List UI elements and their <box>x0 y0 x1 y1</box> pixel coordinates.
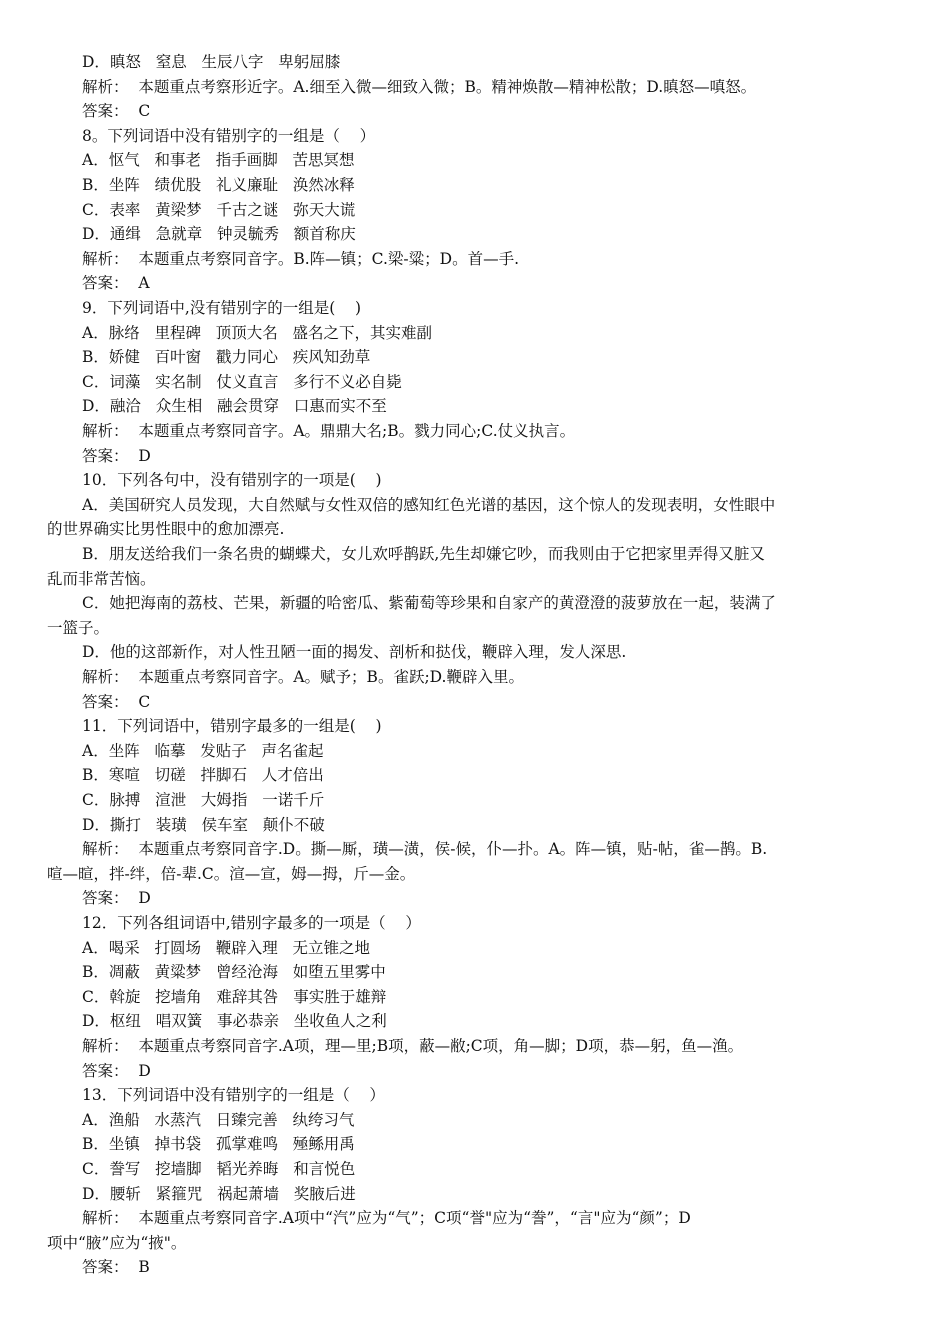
text-line: 解析： 本题重点考察同音字.A项中“汽”应为“气”；C项“誉"应为“誊”，“言"应为“颜”；D <box>82 1209 691 1228</box>
text-line: 答案： C <box>82 102 151 121</box>
text-line: B．朋友送给我们一条名贵的蝴蝶犬，女儿欢呼鹊跃,先生却嫌它吵，而我则由于它把家里弄得又脏又 <box>82 545 765 563</box>
text-line: D．腰斩 紧箍咒 祸起萧墙 奖腋后进 <box>82 1184 356 1203</box>
text-line: 10．下列各句中，没有错别字的一项是( ) <box>82 471 382 490</box>
text-line: 项中“腋”应为“掖"。 <box>47 1233 187 1252</box>
text-line: 11．下列词语中，错别字最多的一组是( ) <box>82 717 382 736</box>
text-line: D．他的这部新作，对人性丑陋一面的揭发、剖析和挞伐，鞭辟入理，发人深思. <box>82 643 627 662</box>
text-line: 解析： 本题重点考察同音字。A。鼎鼎大名;B。戮力同心;C.仗义执言。 <box>82 422 576 440</box>
text-line: A．喝采 打圆场 鞭辟入理 无立锥之地 <box>82 938 371 957</box>
text-line: C．誊写 挖墙脚 韬光养晦 和言悦色 <box>82 1160 356 1178</box>
text-line: A．美国研究人员发现，大自然赋与女性双倍的感知红色光谱的基因，这个惊人的发现表明，女性眼中 <box>82 495 776 514</box>
text-line: 解析： 本题重点考察同音字.A项，理—里;B项，蔽—敝;C项，角—脚；D项，恭—躬，鱼—渔。 <box>82 1037 744 1055</box>
text-line: B．坐阵 绩优股 礼义廉耻 涣然冰释 <box>82 176 355 194</box>
text-line: C．词藻 实名制 仗义直言 多行不义必自毙 <box>82 372 402 391</box>
text-line: D．撕打 装璜 侯车室 颠仆不破 <box>82 815 325 834</box>
text-line: B．凋蔽 黄粱梦 曾经沧海 如堕五里雾中 <box>82 963 386 982</box>
text-line: B．坐镇 掉书袋 孤掌难鸣 殛鲧用禹 <box>82 1135 355 1154</box>
text-line: 答案： B <box>82 1258 150 1277</box>
text-line: 9．下列词语中,没有错别字的一组是( ) <box>82 299 362 317</box>
text-line: 的世界确实比男性眼中的愈加漂亮. <box>47 520 285 539</box>
text-line: 13．下列词语中没有错别字的一组是（ ） <box>82 1086 385 1105</box>
text-line: C．表率 黄梁梦 千古之谜 弥天大谎 <box>82 200 356 219</box>
text-line: C．她把海南的荔枝、芒果，新疆的哈密瓜、紫葡萄等珍果和自家产的黄澄澄的菠萝放在一起，装满了 <box>82 594 776 613</box>
text-line: 8。下列词语中没有错别字的一组是（ ） <box>82 126 376 145</box>
text-line: 解析： 本题重点考察形近字。A.细至入微—细致入微；B。精神焕散—精神松散；D.瞋怒—嗔怒。 <box>82 77 757 96</box>
text-line: B．娇健 百叶窗 戳力同心 疾风知劲草 <box>82 348 371 367</box>
text-line: C．脉搏 渲泄 大姆指 一诺千斤 <box>82 791 325 809</box>
text-line: A．渔船 水蒸汽 日臻完善 纨绔习气 <box>82 1110 355 1129</box>
text-line: 乱而非常苦恼。 <box>47 569 156 588</box>
text-line: A．怄气 和事老 指手画脚 苦思冥想 <box>82 151 355 170</box>
text-line: 答案： D <box>82 889 151 908</box>
text-line: D．枢纽 唱双簧 事必恭亲 坐收鱼人之利 <box>82 1012 387 1031</box>
text-line: 解析： 本题重点考察同音字.D。撕—厮，璜—潢，侯-候，仆—扑。A。阵—镇，贴-帖，雀—鹊。B. <box>82 840 768 859</box>
text-line: 答案： D <box>82 1061 151 1080</box>
text-line: A．脉络 里程碑 顶顶大名 盛名之下，其实难副 <box>82 323 433 342</box>
text-line: 答案： C <box>82 692 151 711</box>
text-line: A．坐阵 临摹 发贴子 声名雀起 <box>82 741 324 760</box>
text-line: C．斡旋 挖墙角 难辞其咎 事实胜于雄辩 <box>82 987 387 1006</box>
text-line: 一篮子。 <box>47 618 110 637</box>
text-line: B．寒喧 切磋 拌脚石 人才倍出 <box>82 766 324 785</box>
text-line: 喧—暄，拌-绊，倍-辈.C。渲—宣，姆—拇，斤—金。 <box>47 864 416 883</box>
text-line: 解析： 本题重点考察同音字。B.阵—镇；C.梁-粱；D。首—手. <box>82 249 519 268</box>
text-line: 答案： D <box>82 446 151 465</box>
text-line: 答案： A <box>82 274 150 293</box>
text-line: D．瞋怒 窒息 生辰八字 卑躬屈膝 <box>82 53 341 71</box>
text-line: 12．下列各组词语中,错别字最多的一项是（ ） <box>82 914 421 932</box>
text-line: D．通缉 急就章 钟灵毓秀 额首称庆 <box>82 225 356 244</box>
text-line: D．融洽 众生相 融会贯穿 口惠而实不至 <box>82 397 387 416</box>
text-line: 解析： 本题重点考察同音字。A。赋予；B。雀跃;D.鞭辟入里。 <box>82 668 524 686</box>
